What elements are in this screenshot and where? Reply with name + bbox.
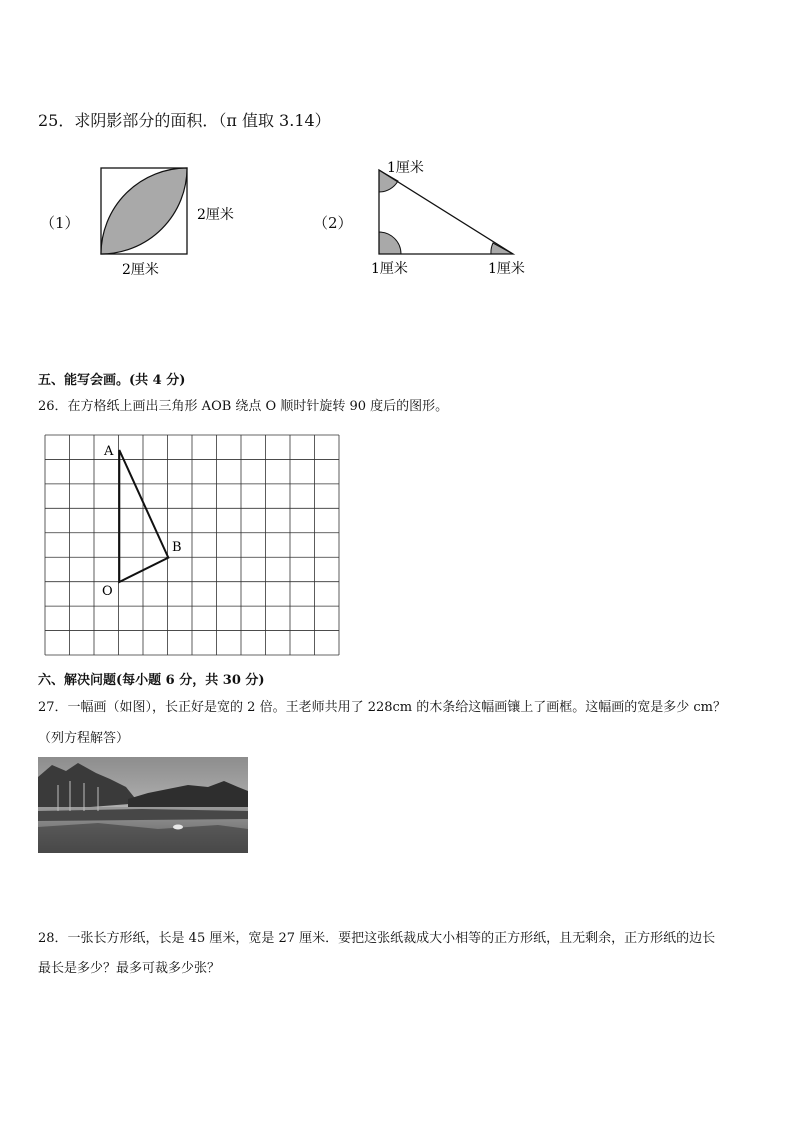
section5-title: 五、能写会画。(共 4 分) xyxy=(38,373,186,388)
fig1-side-label: 2厘米 xyxy=(197,207,234,223)
fig2-top-label: 1厘米 xyxy=(387,160,424,176)
point-b-label: B xyxy=(172,540,182,555)
q25-fig1-label: （1） xyxy=(40,214,80,232)
grid xyxy=(45,435,339,655)
q25-text: 25．求阴影部分的面积．（π 值取 3.14） xyxy=(38,111,331,130)
q28-line1: 28．一张长方形纸，长是 45 厘米，宽是 27 厘米．要把这张纸裁成大小相等的正方形纸，且无剩余，正方形纸的边长 xyxy=(38,931,716,946)
triangle-aob xyxy=(119,450,168,582)
fig2-right-label: 1厘米 xyxy=(488,261,525,277)
right-triangle xyxy=(379,170,513,254)
fig1-bottom-label: 2厘米 xyxy=(122,262,159,278)
q27-text: 27．一幅画（如图），长正好是宽的 2 倍。王老师共用了 228cm 的木条给这幅画镶上了画框。这幅画的宽是多少 cm？ xyxy=(38,700,727,715)
point-o-label: O xyxy=(102,584,113,599)
section6-title: 六、解决问题(每小题 6 分，共 30 分) xyxy=(38,673,265,688)
q27-painting-image xyxy=(38,757,248,853)
q25-fig2-label: （2） xyxy=(313,214,353,232)
shaded-leaf xyxy=(101,168,187,254)
q27-note: （列方程解答） xyxy=(38,731,130,746)
q28-line2: 最长是多少？最多可裁多少张？ xyxy=(38,961,221,976)
sector-bottom-left xyxy=(379,232,401,254)
q26-text: 26．在方格纸上画出三角形 AOB 绕点 O 顺时针旋转 90 度后的图形。 xyxy=(38,399,449,414)
q26-grid-figure xyxy=(40,430,345,662)
point-a-label: A xyxy=(104,444,114,459)
q25-figure-2 xyxy=(365,152,545,282)
fig2-left-label: 1厘米 xyxy=(371,261,408,277)
q25-figure-1 xyxy=(95,160,265,280)
